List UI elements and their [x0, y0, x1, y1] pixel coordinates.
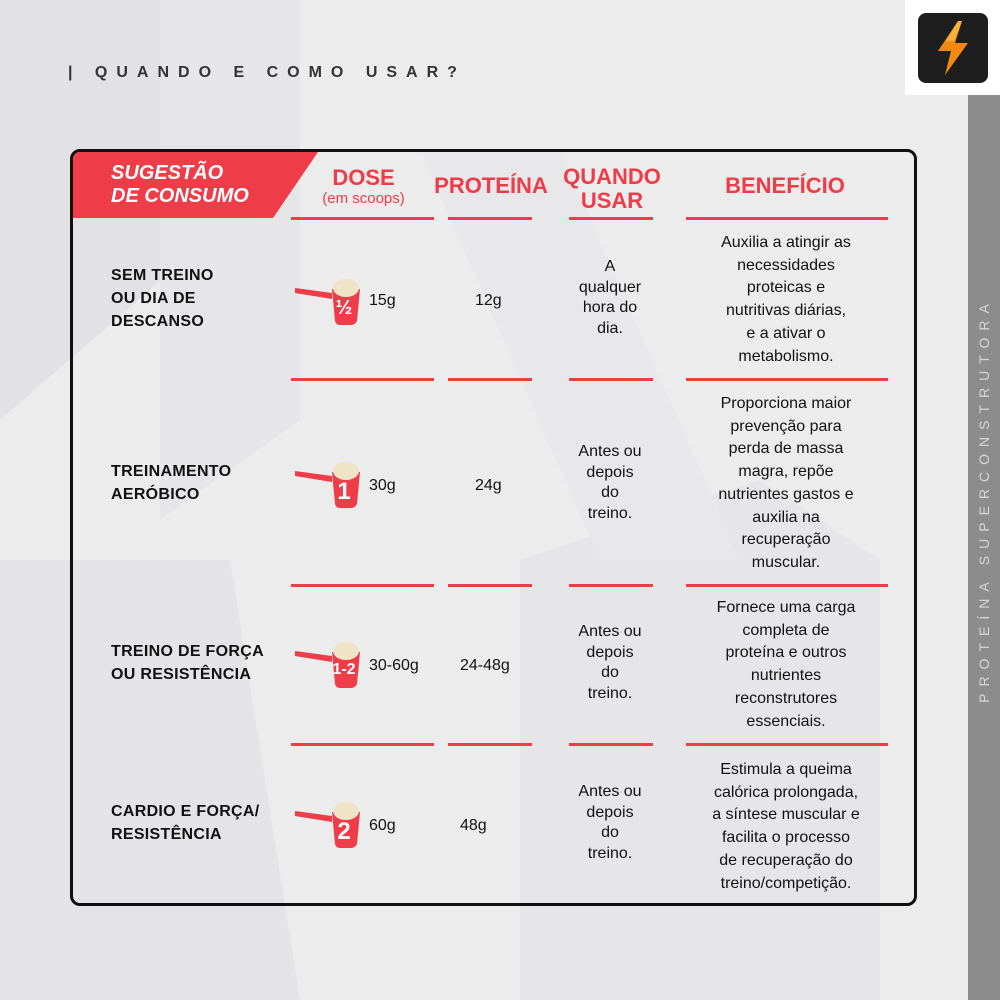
row-divider — [686, 584, 888, 587]
row-divider — [569, 378, 653, 381]
column-when-line-1: QUANDO — [563, 164, 661, 189]
benefit-line: recuperação — [741, 531, 831, 549]
benefit-line: auxilia na — [752, 508, 820, 526]
row-label-rest-day — [111, 264, 214, 333]
row-label-line: AERÓBICO — [111, 486, 200, 503]
logo-box — [905, 0, 1000, 95]
protein-value: 24-48g — [460, 657, 510, 674]
benefit-line: Auxilia a atingir as — [721, 234, 851, 251]
benefit-line: treino/competição. — [720, 874, 852, 892]
benefit-line: Estimula a queima — [720, 761, 852, 778]
logo-tile — [918, 13, 988, 83]
scoop-dose-label: 2 — [337, 818, 351, 845]
benefit-line: a síntese muscular e — [712, 806, 860, 824]
consumption-table — [70, 149, 917, 906]
column-dose-subtitle: (em scoops) — [322, 190, 405, 207]
protein-value: 24g — [475, 477, 502, 494]
column-dose-title: DOSE — [332, 165, 395, 190]
when-to-use — [565, 782, 655, 864]
when-line: depois — [586, 463, 634, 481]
when-line: Antes ou — [578, 623, 642, 640]
row-divider — [686, 378, 888, 381]
row-divider — [291, 378, 434, 381]
benefit-line: necessidades — [737, 256, 835, 274]
benefit-line: Fornece uma carga — [716, 599, 856, 616]
benefit-text — [686, 393, 886, 575]
row-divider — [686, 743, 888, 746]
row-divider — [448, 584, 532, 587]
column-header-protein: PROTEÍNA — [434, 173, 548, 198]
when-line: Antes ou — [578, 783, 642, 800]
when-to-use — [565, 257, 655, 339]
row-divider — [448, 378, 532, 381]
when-to-use — [565, 622, 655, 704]
row-label-line: SEM TREINO — [111, 267, 214, 284]
row-label-strength — [111, 640, 264, 686]
benefit-text — [686, 597, 886, 733]
protein-value: 48g — [460, 817, 487, 834]
benefit-line: e a ativar o — [746, 324, 826, 342]
when-line: qualquer — [578, 278, 642, 296]
dose-value: 15g — [369, 292, 396, 309]
benefit-line: magra, repõe — [738, 463, 834, 481]
when-line: treino. — [587, 504, 633, 522]
when-line: treino. — [587, 844, 633, 862]
side-label: PROTEÍNA SUPERCONSTRUTORA — [976, 297, 992, 703]
row-label-line: OU DIA DE — [111, 290, 196, 307]
row-divider — [291, 743, 434, 746]
when-to-use — [565, 442, 655, 524]
benefit-line: metabolismo. — [738, 347, 834, 365]
dose-value: 30g — [369, 477, 396, 494]
column-header-benefit: BENEFÍCIO — [725, 173, 845, 198]
benefit-line: de recuperação do — [719, 851, 853, 869]
when-line: do — [601, 484, 619, 501]
benefit-line: proteína e outros — [725, 644, 847, 662]
benefit-line: perda de massa — [728, 440, 844, 458]
benefit-line: muscular. — [751, 553, 821, 571]
column-when-line-2: USAR — [580, 188, 644, 213]
dose-value: 60g — [369, 817, 396, 834]
when-line: Antes ou — [578, 443, 642, 460]
header-rule-benefit — [686, 217, 888, 220]
benefit-text — [686, 759, 886, 895]
row-label-line: DESCANSO — [111, 313, 205, 330]
row-divider — [569, 584, 653, 587]
when-line: depois — [586, 643, 634, 661]
lightning-bolt-icon — [918, 13, 988, 83]
column-header-dose — [291, 166, 436, 208]
row-divider — [448, 743, 532, 746]
when-line: hora do — [582, 299, 638, 316]
row-label-line: TREINAMENTO — [111, 463, 232, 480]
when-line: A — [604, 258, 616, 275]
row-label-aerobic — [111, 460, 231, 506]
row-label-line: CARDIO E FORÇA/ — [111, 803, 260, 820]
header-rule-protein — [448, 217, 532, 220]
benefit-line: nutritivas diárias, — [725, 302, 847, 320]
tag-line-1: SUGESTÃO — [111, 162, 224, 184]
row-divider — [569, 743, 653, 746]
when-line: do — [601, 664, 619, 681]
benefit-line: completa de — [742, 621, 830, 639]
benefit-line: facilita o processo — [721, 829, 851, 847]
column-header-when — [557, 165, 667, 213]
benefit-line: nutrientes — [750, 667, 822, 685]
tag-line-2: DE CONSUMO — [111, 185, 249, 207]
when-line: do — [601, 824, 619, 841]
row-label-line: OU RESISTÊNCIA — [111, 666, 252, 683]
benefit-text — [686, 232, 886, 368]
row-label-line: TREINO DE FORÇA — [111, 643, 264, 660]
row-label-line: RESISTÊNCIA — [111, 826, 222, 843]
protein-value: 12g — [475, 292, 502, 309]
dose-value: 30-60g — [369, 657, 419, 674]
benefit-line: prevenção para — [730, 417, 842, 435]
scoop-dose-label: 1 — [337, 478, 351, 505]
benefit-line: calórica prolongada, — [713, 783, 859, 801]
benefit-line: Proporciona maior — [720, 395, 852, 412]
benefit-line: essenciais. — [746, 712, 826, 730]
header-rule-dose — [291, 217, 434, 220]
scoop-dose-label: 1-2 — [332, 661, 356, 678]
benefit-line: nutrientes gastos e — [718, 485, 854, 503]
page-title: | QUANDO E COMO USAR? — [68, 64, 466, 81]
when-line: treino. — [587, 684, 633, 702]
when-line: depois — [586, 803, 634, 821]
benefit-line: reconstrutores — [734, 689, 838, 707]
when-line: dia. — [597, 319, 623, 337]
header-rule-when — [569, 217, 653, 220]
row-label-cardio-strength — [111, 800, 260, 846]
scoop-dose-label: ½ — [335, 297, 353, 319]
benefit-line: proteicas e — [746, 279, 826, 297]
row-divider — [291, 584, 434, 587]
suggestion-tag-text — [111, 162, 249, 208]
